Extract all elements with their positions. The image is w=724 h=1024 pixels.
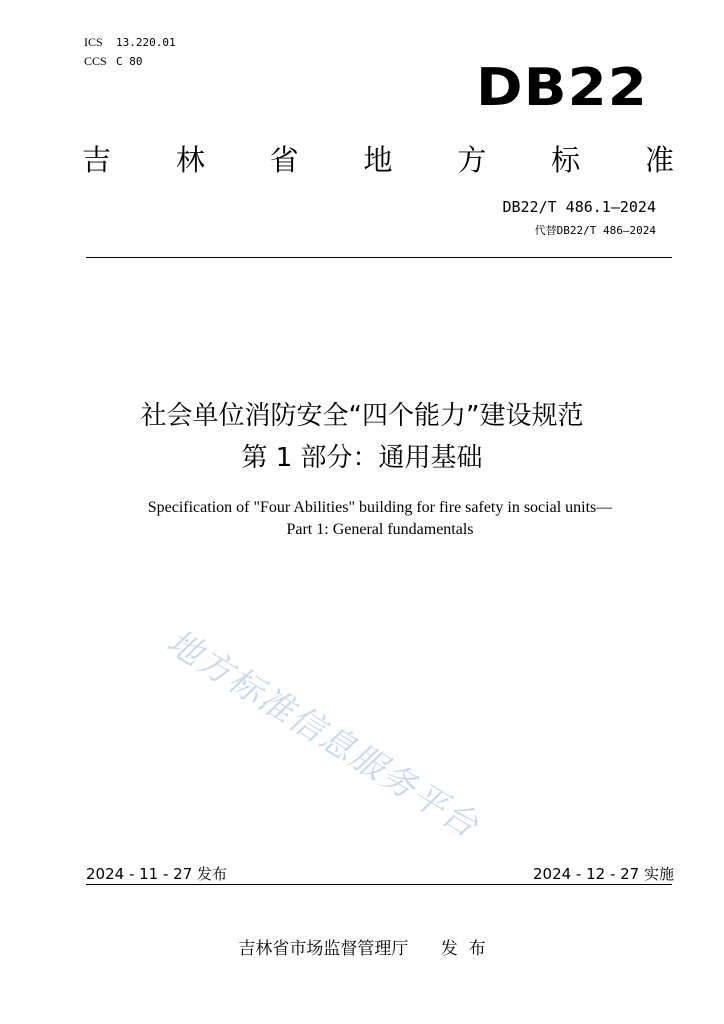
watermark: 地方标准信息服务平台 bbox=[159, 621, 487, 847]
chinese-title-line-2: 第 1 部分：通用基础 bbox=[241, 443, 483, 473]
provincial-standard-heading bbox=[82, 138, 674, 178]
heading-char: 准 bbox=[644, 143, 674, 177]
publisher: 吉林省市场监督管理厅 发 布 bbox=[238, 939, 486, 959]
heading-char: 林 bbox=[175, 143, 205, 177]
heading-char: 标 bbox=[551, 143, 581, 177]
standard-number: DB22/T 486.1—2024 bbox=[502, 198, 656, 216]
heading-char: 方 bbox=[457, 143, 487, 177]
bottom-divider bbox=[86, 884, 672, 885]
ccs-label: CCS bbox=[84, 54, 107, 68]
english-title-line-1: Specification of "Four Abilities" building for fire safety in social units— bbox=[147, 499, 613, 516]
top-divider bbox=[86, 257, 672, 258]
issue-date: 2024 - 11 - 27 发布 bbox=[86, 865, 228, 883]
implementation-date: 2024 - 12 - 27 实施 bbox=[532, 865, 674, 883]
ics-code: 13.220.01 bbox=[116, 36, 176, 49]
chinese-title-line-1: 社会单位消防安全“四个能力”建设规范 bbox=[140, 401, 584, 431]
heading-char: 地 bbox=[363, 143, 393, 177]
db22-logo: DB22 bbox=[476, 58, 648, 118]
replaces-standard: 代替DB22/T 486—2024 bbox=[534, 224, 656, 237]
ics-label: ICS bbox=[84, 35, 103, 49]
heading-char: 吉 bbox=[82, 143, 112, 177]
ccs-code: C 80 bbox=[116, 55, 143, 68]
english-title-line-2: Part 1: General fundamentals bbox=[286, 521, 474, 538]
heading-char: 省 bbox=[269, 143, 299, 177]
